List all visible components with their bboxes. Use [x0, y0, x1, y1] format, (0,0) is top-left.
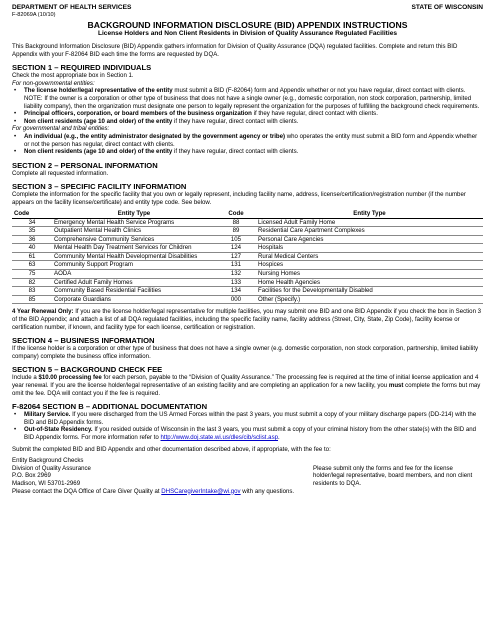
entity-type-cell: Certified Adult Family Homes: [52, 278, 216, 287]
table-row: [12, 261, 483, 270]
renewal-paragraph: [12, 308, 483, 331]
entity-type-cell: Nursing Homes: [256, 270, 483, 279]
address-line: P.O. Box 2969: [12, 472, 51, 480]
entity-type-cell: Licensed Adult Family Home: [256, 218, 483, 227]
entity-table-body: [12, 218, 483, 304]
nonprofit-label: For non-governmental entities:: [12, 79, 95, 87]
entity-type-cell: Hospices: [256, 261, 483, 270]
table-row: [12, 244, 483, 253]
entity-code-cell: 131: [216, 261, 256, 270]
entity-code-cell: 127: [216, 252, 256, 261]
bullet-icon: •: [14, 110, 17, 118]
entity-code-cell: 134: [216, 287, 256, 296]
address-note-text: Please submit only the forms and fee for the license holder/legal representative, board members, and non client residents to DQA.: [313, 464, 473, 487]
entity-code-cell: 35: [12, 227, 52, 236]
item-text: If you resided outside of Wisconsin in the last 3 years, you must submit a copy of your criminal history from the other state(s) with the BID and BID Appendix forms. For more information refer to: [24, 426, 477, 441]
list-item: [12, 118, 483, 126]
address-line: Madison, WI 53701-2969: [12, 479, 81, 487]
item-bold: Non client residents (age 10 and older) of the entity: [24, 148, 173, 156]
address-note: [313, 457, 483, 487]
bullet-icon: •: [14, 411, 17, 419]
entity-type-cell: Emergency Mental Health Service Programs: [52, 218, 216, 227]
sectionB-heading: F-82064 SECTION B – ADDITIONAL DOCUMENTATION: [12, 402, 208, 412]
bullet-icon: •: [14, 117, 17, 125]
item-bold: Non client residents (age 10 and older) of the entity: [24, 117, 173, 125]
entity-code-cell: 105: [216, 235, 256, 244]
intro-paragraph: This Background Information Disclosure (BID) Appendix gathers information for Division of Quality Assurance (DQA) regulated facilities. Complete and return this BID Appendix with your F-82064 BID each time the forms are requested by DQA.: [12, 43, 458, 58]
page-title: BACKGROUND INFORMATION DISCLOSURE (BID) APPENDIX INSTRUCTIONS: [87, 20, 408, 30]
entity-type-cell: Facilities for the Developmentally Disabled: [256, 287, 483, 296]
entity-type-table: [12, 210, 483, 305]
entity-code-cell: 124: [216, 244, 256, 253]
table-header-row: [12, 210, 483, 219]
entity-type-cell: Corporate Guardians: [52, 295, 216, 304]
bullet-icon: •: [14, 87, 17, 95]
bullet-icon: •: [14, 426, 17, 434]
entity-type-cell: Outpatient Mental Health Clinics: [52, 227, 216, 236]
department-name: DEPARTMENT OF HEALTH SERVICES: [12, 4, 132, 11]
table-row: [12, 295, 483, 304]
list-item: [12, 426, 483, 441]
entity-type-cell: Community Mental Health Developmental Disabilities: [52, 252, 216, 261]
contact-pre: Please contact the DQA Office of Care Giver Quality at: [12, 487, 162, 495]
item-bold: The license holder/legal representative of the entity: [24, 87, 173, 95]
doj-link[interactable]: http://www.doj.state.wi.us/dles/cib/sclist.asp: [160, 433, 279, 441]
item-text: if they have regular, direct contact with clients.: [251, 110, 378, 118]
documentation-list: [12, 411, 483, 441]
entity-code-cell: 61: [12, 252, 52, 261]
bullet-icon: •: [14, 148, 17, 156]
entity-type-cell: Residential Care Apartment Complexes: [256, 227, 483, 236]
section2-heading: SECTION 2 – PERSONAL INFORMATION: [12, 160, 158, 170]
item-text: if they have regular, direct contact with clients.: [172, 117, 299, 125]
mailing-address: [12, 457, 91, 487]
entity-type-cell: Home Health Agencies: [256, 278, 483, 287]
table-row: [12, 218, 483, 227]
mailing-address-block: [12, 457, 483, 487]
entity-code-cell: 34: [12, 218, 52, 227]
entity-type-cell: AODA: [52, 270, 216, 279]
list-item: [12, 133, 483, 148]
address-line: Division of Quality Assurance: [12, 464, 91, 472]
entity-type-cell: Comprehensive Community Services: [52, 235, 216, 244]
address-line: Entity Background Checks: [12, 457, 84, 465]
entity-code-cell: 82: [12, 278, 52, 287]
table-row: [12, 252, 483, 261]
entity-code-cell: 89: [216, 227, 256, 236]
item-text: who operates the entity must submit a BID form and Appendix whether or not the person has regular, direct contact with clients.: [24, 132, 478, 148]
document-header: [12, 4, 483, 12]
item-text: if they have regular, direct contact with clients.: [172, 148, 299, 156]
entity-type-cell: Community Based Residential Facilities: [52, 287, 216, 296]
col-code-header: Code: [216, 210, 256, 219]
entity-type-cell: Personal Care Agencies: [256, 235, 483, 244]
nonprofit-list: [12, 87, 483, 125]
contact-email-link[interactable]: DHSCaregiverIntake@wi.gov: [161, 487, 241, 495]
entity-code-cell: 000: [216, 295, 256, 304]
entity-code-cell: 75: [12, 270, 52, 279]
col-code-header: Code: [12, 210, 52, 219]
entity-type-cell: Other (Specify.): [256, 295, 483, 304]
section4-text: If the license holder is a corporation or other type of business that does not have a single owner (e.g. domestic corporation, non stock corporation, partnership, limited liability company) complete the business office information.: [12, 345, 479, 360]
gov-list: [12, 133, 483, 156]
table-row: [12, 227, 483, 236]
table-row: [12, 270, 483, 279]
renewal-label: 4 Year Renewal Only:: [12, 308, 74, 316]
table-row: [12, 235, 483, 244]
entity-code-cell: 132: [216, 270, 256, 279]
section1-check: Check the most appropriate box in Section 1.: [12, 72, 134, 80]
item-end: .: [278, 433, 280, 441]
fee-amount: $10.00 processing fee: [38, 374, 102, 382]
fee-text: for each person, payable to the “Division of Quality Assurance.” The processing fee is required at the time of initial license application and 4 year renewal. If you are the license holder/legal representative of an existing facility and are completing an application for a new facility, you: [12, 374, 479, 389]
section3-heading: SECTION 3 – SPECIFIC FACILITY INFORMATION: [12, 182, 187, 192]
contact-line: [12, 488, 483, 496]
col-type-header: Entity Type: [256, 210, 483, 219]
table-row: [12, 278, 483, 287]
fee-post: complete the forms but may omit the fee. DQA will contact you if the fee is required.: [12, 382, 481, 397]
bullet-icon: •: [14, 132, 17, 140]
section3-text: Complete the information for the specific facility that you own or legally represent, including facility name, address, license/certification/registration number (if the number appears on the facility license/certificate) and entity type code. See below.: [12, 191, 466, 206]
section4-heading: SECTION 4 – BUSINESS INFORMATION: [12, 336, 155, 346]
entity-code-cell: 36: [12, 235, 52, 244]
entity-code-cell: 88: [216, 218, 256, 227]
list-item: [12, 110, 483, 118]
section5-heading: SECTION 5 – BACKGROUND CHECK FEE: [12, 365, 163, 375]
entity-code-cell: 133: [216, 278, 256, 287]
fee-must: must: [388, 382, 404, 389]
page-subtitle: License Holders and Non Client Residents in Division of Quality Assurance Regulated Facilities: [97, 30, 398, 37]
entity-type-cell: Hospitals: [256, 244, 483, 253]
list-item: [12, 87, 483, 110]
renewal-text: If you are the license holder/legal representative for multiple facilities, you may submit one BID and one BID Appendix if you check the box in Section 3 of the BID Appendix; and attach a list of all DQA regulated facilities, including the specific facility name, facility address (Street, City, State, Zip Code), facility license or certification number, if known, and facility type for each license, certification or registration.: [12, 308, 482, 331]
form-id: F-82069A (10/10): [12, 12, 56, 18]
item-text: If you were discharged from the US Armed Forces within the past 3 years, you must submit a copy of your military discharge papers (DD-214) with the BID and BID Appendix forms.: [24, 411, 477, 426]
submit-text: Submit the completed BID and BID Appendix and other documentation described above, if appropriate, with the fee to:: [12, 445, 331, 453]
section2-text: Complete all requested information.: [12, 169, 109, 177]
item-text: must submit a BID (F-82064) form and Appendix whether or not you have regular, direct contact with clients. NOTE: If the owner is a corporation or other type of business that does not have a single owner (e.g., domestic corporation, non stock corporation, partnership, limited liability company), then the organization must designate one person to legally represent the organization for the purposes of fulfilling the background check requirements.: [24, 87, 480, 110]
item-bold: Out-of-State Residency.: [24, 426, 93, 434]
section1-heading: SECTION 1 – REQUIRED INDIVIDUALS: [12, 63, 152, 73]
list-item: [12, 411, 483, 426]
state-name: STATE OF WISCONSIN: [411, 4, 483, 11]
entity-type-cell: Mental Health Day Treatment Services for Children: [52, 244, 216, 253]
gov-label: For governmental and tribal entities:: [12, 125, 110, 133]
item-bold: Principal officers, corporation, or board members of the business organization: [24, 110, 252, 118]
contact-post: with any questions.: [240, 487, 295, 495]
table-row: [12, 287, 483, 296]
entity-type-cell: Rural Medical Centers: [256, 252, 483, 261]
item-bold: An individual (e.g., the entity administrator designated by the government agency or tribe): [24, 132, 286, 140]
col-type-header: Entity Type: [52, 210, 216, 219]
entity-code-cell: 83: [12, 287, 52, 296]
entity-code-cell: 40: [12, 244, 52, 253]
entity-code-cell: 85: [12, 295, 52, 304]
list-item: [12, 148, 483, 156]
entity-code-cell: 63: [12, 261, 52, 270]
section5-text: [12, 374, 483, 397]
fee-pre: Include a: [12, 374, 39, 382]
entity-type-cell: Community Support Program: [52, 261, 216, 270]
item-bold: Military Service.: [24, 411, 71, 419]
